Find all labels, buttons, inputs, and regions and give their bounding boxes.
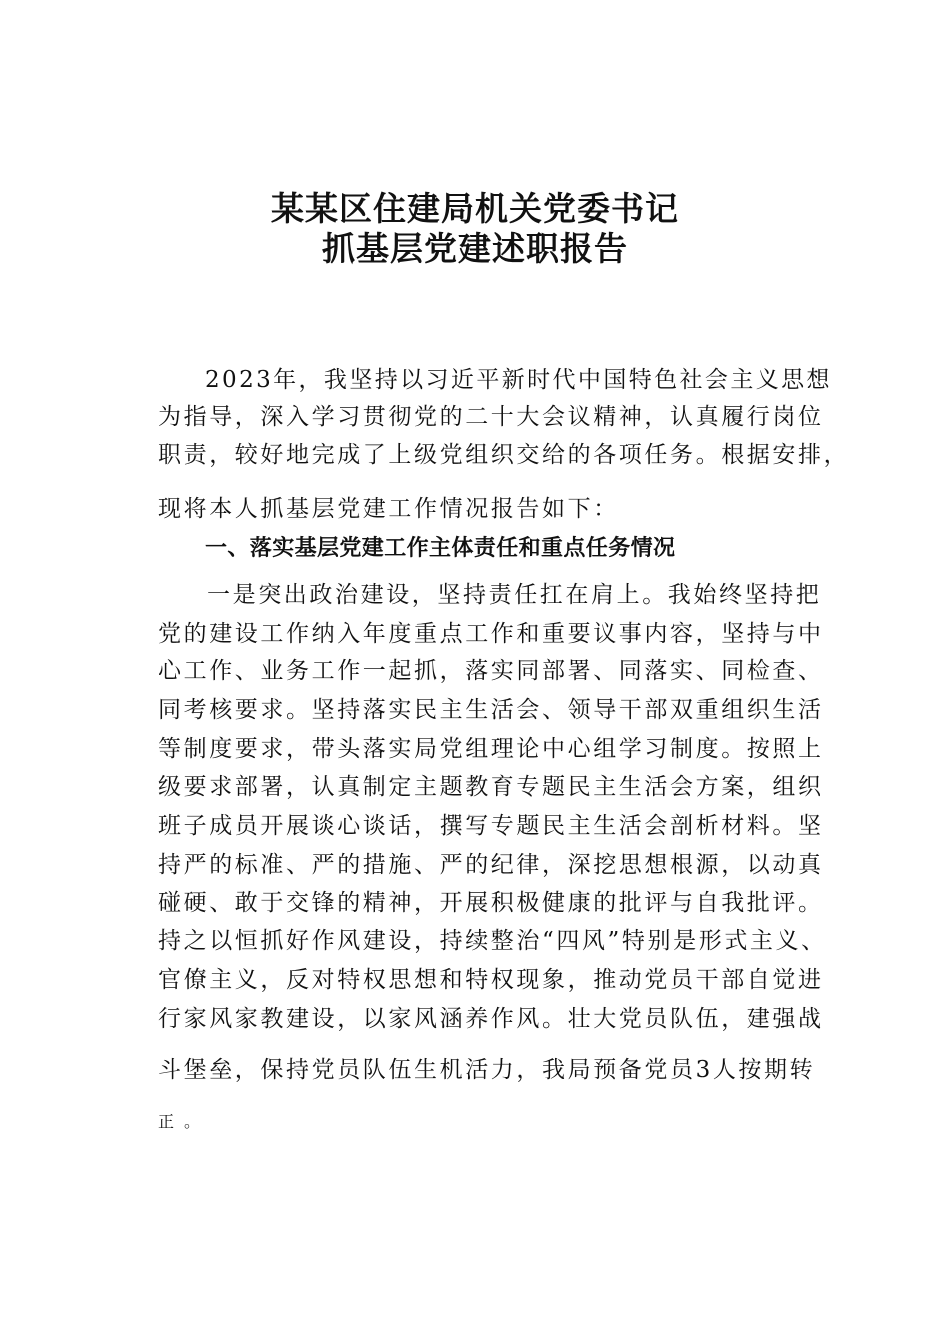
- section-1-line-1: 一是突出政治建设，坚持责任扛在肩上。我始终坚持把: [207, 582, 822, 608]
- section-1-line-9: 碰硬、敢于交锋的精神，开展积极健康的批评与自我批评。: [158, 890, 824, 916]
- section-1-line-4: 同考核要求。坚持落实民主生活会、领导干部双重组织生活: [158, 697, 824, 723]
- section-1-line-6: 级要求部署，认真制定主题教育专题民主生活会方案，组织: [158, 774, 824, 800]
- document-title-line-2: 抓基层党建述职报告: [322, 229, 628, 268]
- intro-line-3: 职责，较好地完成了上级党组织交给的各项任务。根据安排，: [158, 442, 850, 468]
- intro-line-4: 现将本人抓基层党建工作情况报告如下：: [158, 496, 619, 522]
- section-1-line-11: 官僚主义，反对特权思想和特权现象，推动党员干部自觉进: [158, 967, 824, 993]
- section-1-line-13: 斗堡垒，保持党员队伍生机活力，我局预备党员3人按期转: [158, 1057, 816, 1083]
- section-1-line-3: 心工作、业务工作一起抓，落实同部署、同落实、同检查、: [158, 658, 824, 684]
- intro-line-1: 2023年，我坚持以习近平新时代中国特色社会主义思想: [205, 367, 832, 393]
- section-1-tail: 正。: [158, 1112, 211, 1131]
- section-1-line-8: 持严的标准、严的措施、严的纪律，深挖思想根源，以动真: [158, 852, 824, 878]
- document-title-line-1: 某某区住建局机关党委书记: [271, 189, 679, 228]
- section-1-line-12: 行家风家教建设，以家风涵养作风。壮大党员队伍，建强战: [158, 1006, 824, 1032]
- section-1-heading: 一、落实基层党建工作主体责任和重点任务情况: [205, 536, 676, 561]
- intro-line-2: 为指导，深入学习贯彻党的二十大会议精神，认真履行岗位: [158, 404, 824, 430]
- section-1-line-7: 班子成员开展谈心谈话，撰写专题民主生活会剖析材料。坚: [158, 813, 824, 839]
- section-1-line-5: 等制度要求，带头落实局党组理论中心组学习制度。按照上: [158, 736, 824, 762]
- section-1-line-2: 党的建设工作纳入年度重点工作和重要议事内容，坚持与中: [158, 621, 824, 647]
- section-1-line-10: 持之以恒抓好作风建设，持续整治“四风”特别是形式主义、: [158, 928, 827, 954]
